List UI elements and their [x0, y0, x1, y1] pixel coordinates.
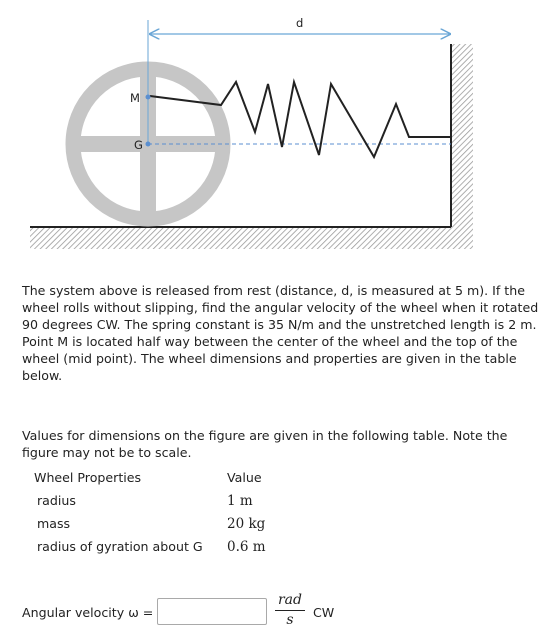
wheel-properties-table [34, 470, 266, 558]
row-property: mass [37, 516, 71, 531]
point-m [146, 95, 151, 100]
unit-denominator: s [286, 612, 294, 628]
wall-hatch [451, 44, 473, 227]
row-property: radius of gyration about G [37, 539, 203, 554]
row-property: radius [37, 493, 76, 508]
ground-hatch [30, 227, 473, 249]
angular-velocity-input[interactable] [157, 598, 267, 625]
row-value: 20 kg [227, 515, 266, 532]
unit-fraction [275, 592, 305, 629]
unit-numerator: rad [275, 592, 305, 611]
row-value: 1 m [227, 492, 253, 509]
table-intro-text: Values for dimensions on the figure are given in the following table. Note the figure may not be to scale. [22, 428, 508, 460]
label-g: G [134, 138, 143, 152]
label-m: M [130, 91, 140, 105]
header-property: Wheel Properties [34, 470, 142, 485]
rotation-direction: CW [313, 605, 335, 620]
table-row [34, 535, 266, 558]
table-row [34, 512, 266, 535]
row-value: 0.6 m [227, 538, 266, 555]
table-header-row [34, 470, 266, 489]
problem-statement: The system above is released from rest (distance, d, is measured at 5 m). If the wheel rolls without slipping, find the angular velocity of the wheel when it rotated 90 degrees CW. The spring constant is 35 N/m and the unstretched length is 2 m. Point M is located half way between the center of the wheel and the top of the wheel (mid point). The wheel dimensions and properties are given in the table below. [22, 283, 539, 383]
header-value: Value [227, 470, 262, 485]
label-d: d [296, 16, 304, 30]
point-g [146, 142, 151, 147]
angular-velocity-label: Angular velocity ω = [22, 605, 154, 620]
table-row [34, 489, 266, 512]
wheel-spring-figure [0, 0, 557, 270]
